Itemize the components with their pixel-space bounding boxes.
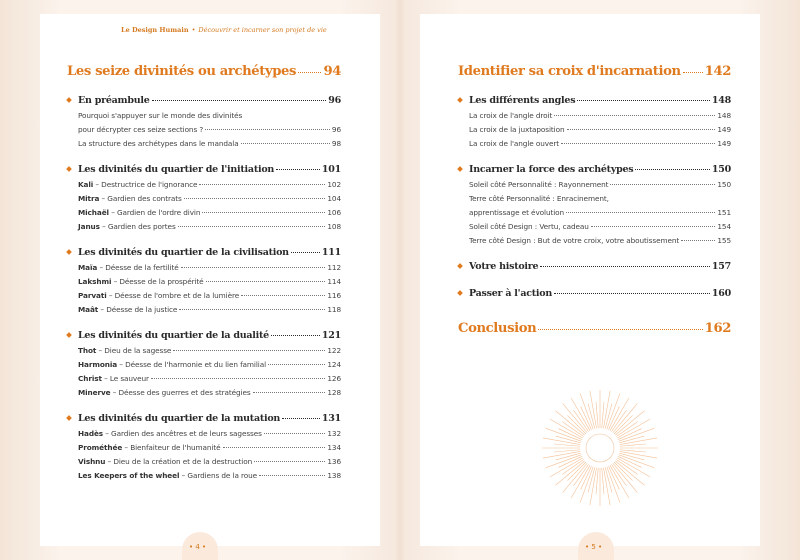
section-page: 131 [321,413,341,424]
conclusion-title: Conclusion [458,321,537,336]
leader-dots [610,184,715,185]
leader-dots [268,364,325,365]
page-number: • 5 • [585,543,603,551]
part-title: Identifier sa croix d'incarnation [458,64,681,79]
section-page: 160 [711,288,731,299]
entry-page: 149 [717,125,731,134]
toc-entry[interactable] [67,208,341,217]
entry-text: – Déesse de la justice [98,305,178,314]
section-page: 121 [321,330,341,341]
entry-page: 154 [717,222,731,231]
entry-page: 151 [717,208,731,217]
deity-name: Lakshmi [78,277,112,286]
leader-dots [241,295,325,296]
sunburst-icon [540,388,660,508]
sun-ray [611,464,626,485]
entry-page: 118 [327,305,341,314]
leader-dots [282,418,320,419]
leader-dots [577,100,710,101]
section-heading[interactable] [67,413,341,424]
leader-dots [223,447,326,448]
entry-text: – Déesse de l'ombre et de la lumière [106,291,240,300]
entry-text: La croix de l'angle droit [469,111,553,120]
leader-dots [181,267,326,268]
sun-ray [620,450,646,452]
entry-text: – Le sauveur [101,374,149,383]
table-of-contents-left [67,64,341,480]
entry-page: 138 [327,471,341,480]
entry-text-line1: Pourquoi s'appuyer sur le monde des divinités [78,111,243,120]
leader-dots [179,309,325,310]
sun-ray [616,459,637,474]
diamond-bullet-icon [66,415,72,421]
toc-entry[interactable] [67,180,341,189]
section-title: Les divinités du quartier de la dualité [78,330,269,341]
entry-text: La structure des archétypes dans le mandala [78,139,239,148]
diamond-bullet-icon [457,166,463,172]
section-title: Les divinités du quartier de l'initiation [78,164,275,175]
book-subtitle: Découvrir et incarner son projet de vie [198,26,327,34]
leader-dots [264,433,326,434]
entry-page: 98 [331,139,341,148]
sun-ray [554,444,580,446]
leader-dots [151,378,325,379]
entry-text: – Destructrice de l'ignorance [93,180,198,189]
toc-entry[interactable] [67,471,341,480]
section-page: 148 [711,95,731,106]
entry-text: – Gardien des ancêtres et de leurs sagesses [103,429,262,438]
diamond-bullet-icon [66,249,72,255]
entry-text: – Gardien des portes [99,222,176,231]
toc-entry[interactable] [458,222,731,231]
section-title: Passer à l'action [469,288,553,299]
part-title: Les seize divinités ou archétypes [67,64,297,79]
section-page: 111 [321,247,341,258]
toc-entry[interactable] [67,388,341,397]
toc-entry[interactable] [67,443,341,452]
leader-dots [253,392,326,393]
toc-entry[interactable] [67,139,341,148]
running-header [121,26,327,34]
leader-dots [683,72,703,73]
sun-ray [574,410,589,431]
sun-ray [620,444,646,446]
toc-entry[interactable] [458,125,731,134]
leader-dots [271,335,320,336]
diamond-bullet-icon [66,166,72,172]
diamond-bullet-icon [66,332,72,338]
entry-text: – Gardien de l'ordre divin [108,208,201,217]
deity-name: Michaël [78,208,109,217]
entry-page: 148 [717,111,731,120]
entry-text: – Déesse des guerres et des stratégies [110,388,251,397]
entry-text: Soleil côté Personnalité : Rayonnement [469,180,609,189]
leader-dots [540,266,710,267]
section-title: En préambule [78,95,150,106]
toc-entry[interactable] [67,305,341,314]
toc-entry[interactable] [67,291,341,300]
toc-entry[interactable] [458,194,731,217]
toc-entry[interactable] [67,222,341,231]
section-heading[interactable] [67,247,341,258]
deity-name: Maât [78,305,99,314]
entry-text: – Déesse de la fertilité [97,263,179,272]
part-page: 94 [323,64,341,79]
section-page: 150 [711,164,731,175]
section-title: Les différents angles [469,95,576,106]
leader-dots [538,329,702,330]
section-heading[interactable] [67,330,341,341]
toc-entry[interactable] [67,457,341,466]
leader-dots [276,169,320,170]
leader-dots [567,129,716,130]
section-heading[interactable] [67,95,341,106]
deity-name: Maïa [78,263,98,272]
entry-page: 150 [717,180,731,189]
toc-entry[interactable] [67,194,341,203]
leader-dots [199,184,325,185]
toc-entry[interactable] [67,429,341,438]
section-page: 101 [321,164,341,175]
sun-ray [602,402,604,428]
sun-ray [596,468,598,494]
toc-entry[interactable] [67,277,341,286]
deity-name: Mitra [78,194,100,203]
leader-dots [566,212,715,213]
section-heading[interactable] [458,261,731,272]
leader-dots [635,169,710,170]
section-title: Votre histoire [469,261,539,272]
sun-ray [562,459,583,474]
entry-page: 104 [327,194,341,203]
entry-page: 96 [331,125,341,134]
diamond-bullet-icon [457,97,463,103]
entry-text: – Bienfaiteur de l'humanité [122,443,221,452]
entry-text: Terre côté Design : But de votre croix, votre aboutissement [469,236,680,245]
entry-page: 124 [327,360,341,369]
section-title: Les divinités du quartier de la civilisation [78,247,289,258]
entry-page: 132 [327,429,341,438]
entry-page: 134 [327,443,341,452]
deity-name: Prométhée [78,443,123,452]
section-heading[interactable] [458,288,731,299]
entry-text: – Déesse de la prospérité [111,277,204,286]
leader-dots [152,100,327,101]
entry-text: – Dieu de la sagesse [96,346,172,355]
entry-text: – Dieu de la création et de la destruction [105,457,253,466]
leader-dots [298,72,321,73]
section-heading[interactable] [458,95,731,106]
diamond-bullet-icon [66,97,72,103]
entry-page: 136 [327,457,341,466]
toc-entry[interactable] [458,236,731,245]
leader-dots [241,143,330,144]
deity-name: Christ [78,374,102,383]
header-separator: • [191,26,196,34]
leader-dots [254,461,325,462]
table-of-contents-right [458,64,731,336]
leader-dots [561,143,715,144]
entry-text-line1: Terre côté Personnalité : Enracinement, [469,194,609,203]
entry-page: 116 [327,291,341,300]
part-page: 142 [704,64,731,79]
toc-entry[interactable] [458,180,731,189]
leader-dots [173,350,325,351]
toc-entry[interactable] [67,360,341,369]
page-number: • 4 • [189,543,207,551]
entry-page: 149 [717,139,731,148]
section-title: Incarner la force des archétypes [469,164,634,175]
deity-name: Thot [78,346,97,355]
entry-page: 102 [327,180,341,189]
leader-dots [184,198,326,199]
sun-ray [574,464,589,485]
entry-page: 155 [717,236,731,245]
deity-name: Minerve [78,388,111,397]
toc-entry[interactable] [67,263,341,272]
deity-name: Kali [78,180,94,189]
leader-dots [259,475,325,476]
leader-dots [591,226,716,227]
deity-name: Parvati [78,291,107,300]
deity-name: Janus [78,222,100,231]
toc-entry[interactable] [67,346,341,355]
entry-text: – Gardiens de la roue [179,471,258,480]
deity-name: Harmonia [78,360,118,369]
leader-dots [205,129,330,130]
entry-text: pour décrypter ces seize sections ? [78,125,204,134]
section-heading[interactable] [458,164,731,175]
part-heading[interactable] [458,64,731,79]
deity-name: Les Keepers of the wheel [78,471,180,480]
sun-ray [602,468,604,494]
entry-text: La croix de la juxtaposition [469,125,565,134]
diamond-bullet-icon [457,290,463,296]
entry-page: 126 [327,374,341,383]
sun-ray [554,450,580,452]
diamond-bullet-icon [457,263,463,269]
leader-dots [681,240,715,241]
toc-entry[interactable] [67,374,341,383]
section-page: 96 [328,95,341,106]
conclusion-page: 162 [704,321,731,336]
entry-text: Soleil côté Design : Vertu, cadeau [469,222,589,231]
leader-dots [178,226,326,227]
entry-page: 114 [327,277,341,286]
entry-text: – Déesse de l'harmonie et du lien familial [117,360,267,369]
sun-ray [562,422,583,437]
entry-text: La croix de l'angle ouvert [469,139,560,148]
deity-name: Vishnu [78,457,106,466]
sun-ray [596,402,598,428]
entry-page: 122 [327,346,341,355]
sun-ray [616,422,637,437]
leader-dots [206,281,326,282]
leader-dots [202,212,325,213]
entry-page: 128 [327,388,341,397]
part-heading[interactable] [67,64,341,79]
toc-entry[interactable] [458,111,731,120]
section-page: 157 [711,261,731,272]
entry-page: 112 [327,263,341,272]
entry-text: – Gardien des contrats [99,194,182,203]
entry-page: 108 [327,222,341,231]
leader-dots [554,293,710,294]
book-title: Le Design Humain [121,26,189,34]
entry-page: 106 [327,208,341,217]
leader-dots [554,115,715,116]
section-title: Les divinités du quartier de la mutation [78,413,281,424]
conclusion-heading[interactable] [458,321,731,336]
entry-text: apprentissage et évolution [469,208,565,217]
leader-dots [291,252,320,253]
deity-name: Hadès [78,429,104,438]
toc-entry[interactable] [458,139,731,148]
section-heading[interactable] [67,164,341,175]
toc-entry[interactable] [67,111,341,134]
sun-ray [611,410,626,431]
